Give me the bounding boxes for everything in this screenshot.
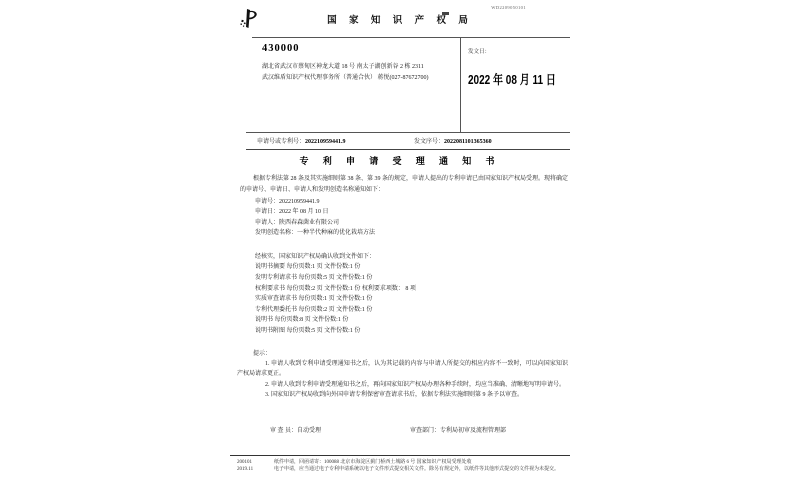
recipient-address-line1: 湖北省武汉市蔡甸区神龙大道 18 号 南太子湖创新谷 2 栋 2311 bbox=[262, 63, 424, 70]
field-application-number: 申请号：202210959441.9 bbox=[255, 198, 320, 205]
serial-number-label: 发文序号： bbox=[414, 139, 445, 145]
application-number-label: 申请号或专利号： bbox=[257, 139, 306, 145]
received-files-list bbox=[255, 262, 570, 336]
footer-line: 电子申请，应当通过电子专利申请系统以电子文件形式提交相关文件。除另有规定外，以纸件等其他形式提交的文件视为未提交。 bbox=[274, 467, 560, 472]
issue-date-box bbox=[460, 38, 570, 132]
postal-code: 430000 bbox=[262, 43, 300, 54]
footer-code: 200101 bbox=[237, 460, 252, 465]
scan-mark bbox=[442, 12, 449, 15]
list-item: 专利代理委托书 每份页数:2 页 文件份数:1 份 bbox=[255, 306, 373, 313]
department-value: 专利局初审及流程管理部 bbox=[440, 428, 507, 434]
field-invention-title: 发明创造名称：一种半代种麻的优化栽培方法 bbox=[255, 230, 376, 237]
footer-text bbox=[274, 459, 562, 473]
application-fields bbox=[255, 197, 570, 239]
note-item: 3. 国家知识产权局收到向外国申请专利保密审查请求书后，依据专利法实施细则第 9 条予以审查。 bbox=[265, 392, 524, 399]
notes-list bbox=[237, 359, 568, 401]
recipient-block bbox=[246, 38, 460, 132]
document-footer bbox=[222, 455, 578, 473]
intro-paragraph: 根据专利法第 28 条及其实施细则第 38 条、第 39 条的规定，申请人提出的专利申请已由国家知识产权局受理。现将确定的申请号、申请日、申请人和发明创造名称通知如下： bbox=[240, 175, 569, 193]
note-item: 1. 申请人收到专利申请受理通知书之后，认为其记载的内容与申请人所提交的相应内容不一致时，可以向国家知识产权局请求更正。 bbox=[237, 361, 568, 378]
list-item: 说明书摘要 每份页数:1 页 文件份数:1 份 bbox=[255, 264, 361, 271]
patent-notice-document bbox=[222, 0, 578, 500]
field-applicant: 申请人：陕西春森菌业有限公司 bbox=[255, 219, 340, 226]
list-item: 说明书附图 每份页数:5 页 文件份数:1 份 bbox=[255, 327, 361, 334]
application-number-value: 202210959441.9 bbox=[305, 139, 346, 145]
footer-body bbox=[222, 456, 578, 473]
notes-label: 提示： bbox=[253, 350, 272, 357]
recipient-address-line2: 武汉维盾知识产权代理事务所（普通合伙） 蒋悦(027-87672700) bbox=[262, 74, 429, 81]
list-item: 说明书 每份页数:8 页 文件份数:1 份 bbox=[255, 317, 349, 324]
field-filing-date: 申请日：2022 年 08 月 10 日 bbox=[255, 209, 329, 216]
examiner-group bbox=[270, 426, 321, 437]
examiner-value: 自动受理 bbox=[297, 428, 322, 434]
issue-date-value: 2022 年 08 月 11 日 bbox=[468, 72, 556, 87]
agency-title: 国 家 知 识 产 权 局 bbox=[327, 16, 473, 26]
list-item: 权利要求书 每份页数:2 页 文件份数:1 份 权利要求项数： 8 项 bbox=[255, 285, 416, 292]
footer-code: 2019.11 bbox=[237, 467, 254, 472]
address-date-band bbox=[246, 38, 570, 133]
department-group bbox=[410, 426, 506, 437]
issue-date-label: 发文日： bbox=[468, 49, 491, 55]
application-number-row bbox=[246, 133, 570, 150]
document-header bbox=[222, 0, 578, 37]
examiner-label: 审 查 员： bbox=[270, 428, 298, 434]
received-files-intro: 经核实，国家知识产权局确认收到文件如下： bbox=[255, 253, 376, 260]
serial-number-group bbox=[414, 137, 492, 148]
footer-line: 纸件申请，回函请寄：100088 北京市海淀区蓟门桥西土城路 6 号 国家知识产权局受理处收 bbox=[274, 460, 472, 465]
note-item: 2. 申请人收到专利申请受理通知书之后，再向国家知识产权局办理各种手续时，均应当准确、清晰地写明申请号。 bbox=[265, 381, 566, 388]
application-number-group bbox=[257, 137, 346, 148]
examiner-row bbox=[222, 426, 578, 437]
list-item: 发明专利请求书 每份页数:5 页 文件份数:1 份 bbox=[255, 274, 373, 281]
list-item: 实质审查请求书 每份页数:1 页 文件份数:1 份 bbox=[255, 296, 373, 303]
footer-codes bbox=[222, 459, 274, 473]
notice-title: 专 利 申 请 受 理 通 知 书 bbox=[299, 156, 501, 166]
serial-number-value: 2022081101365360 bbox=[444, 139, 492, 145]
department-label: 审查部门： bbox=[410, 428, 441, 434]
document-code: WD2209050101 bbox=[491, 5, 526, 10]
